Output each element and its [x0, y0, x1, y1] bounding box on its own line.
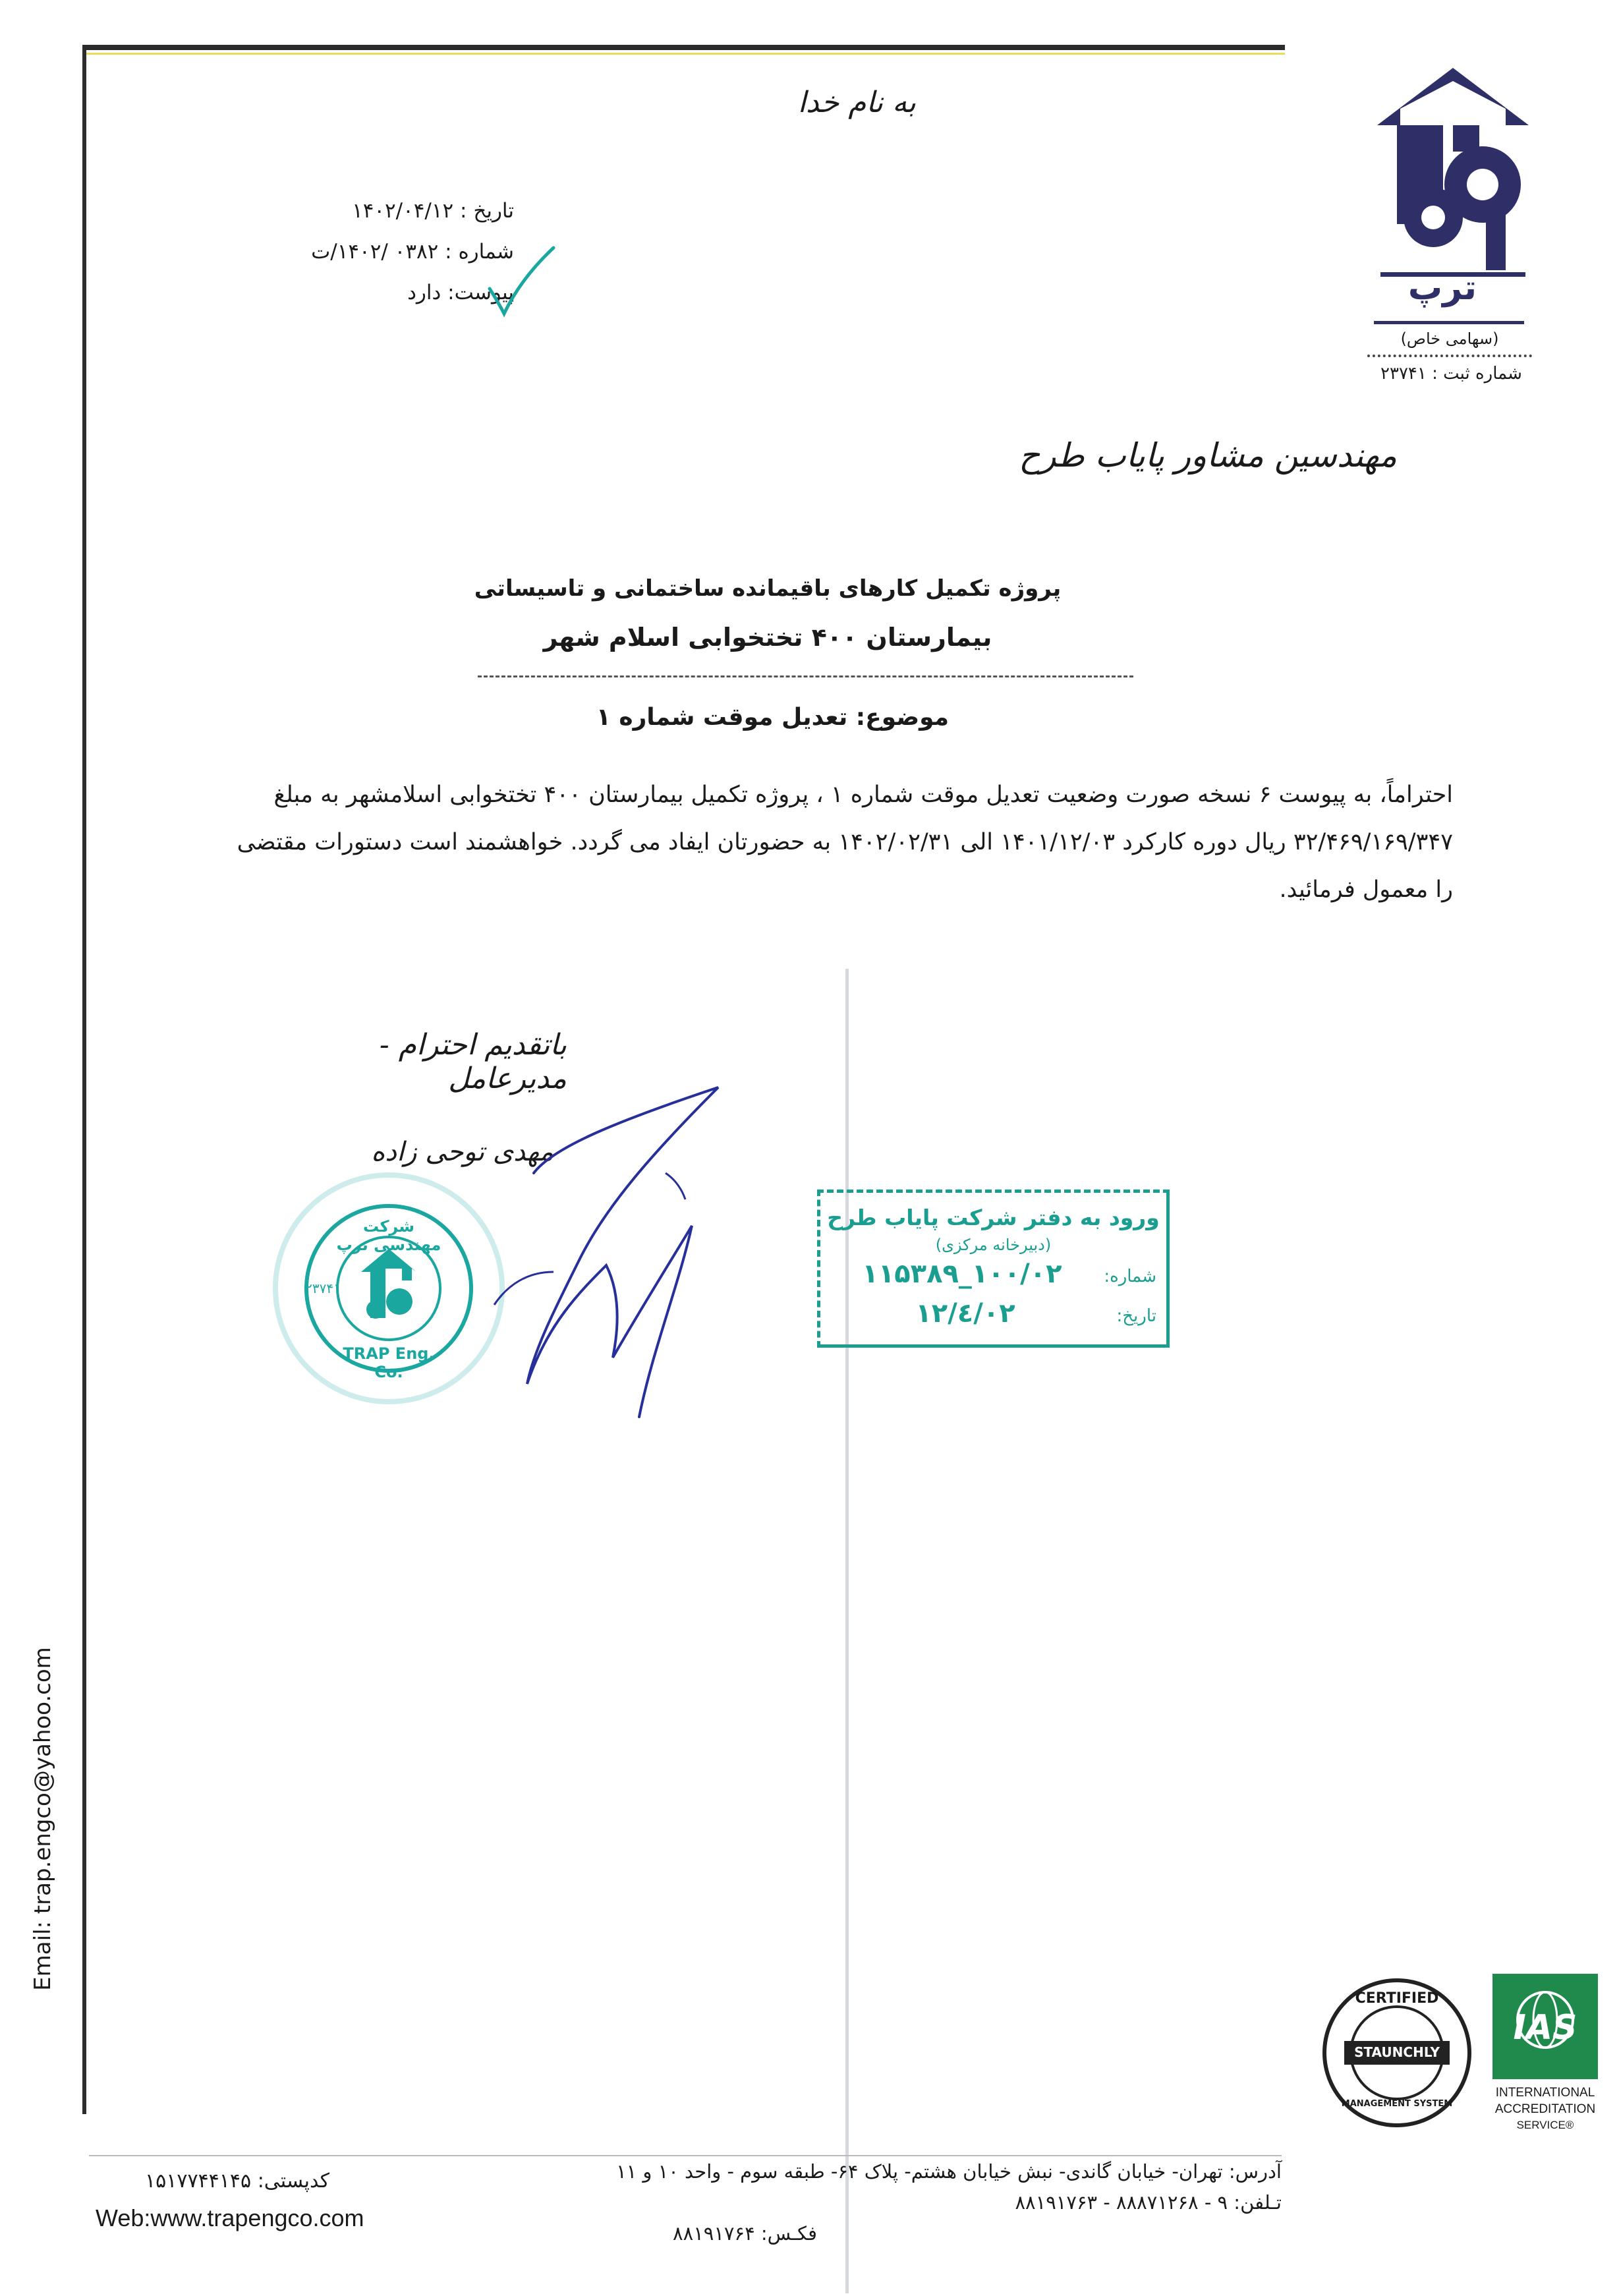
certified-top-text: CERTIFIED: [1355, 1990, 1439, 2007]
meta-date-value: ۱۴۰۲/۰۴/۱۲: [352, 199, 454, 223]
footer-separator: [89, 2155, 1282, 2156]
bismillah: به نام خدا: [797, 86, 916, 119]
project-line-1: پروژه تکمیل کارهای باقیمانده ساختمانی و تاسیساتی: [474, 575, 1062, 602]
body-line-2: ۳۲/۴۶۹/۱۶۹/۳۴۷ ریال دوره کارکرد ۱۴۰۱/۱۲/۰۳ الی ۱۴۰۲/۰۲/۳۱ به حضورتان ایفاد می گردد. خواهشمند است دستورات مقتضی: [237, 829, 1453, 855]
ias-line-3: SERVICE®: [1516, 2119, 1574, 2131]
receipt-stamp-number-value: ۱۰۰/۰۲_۱۱۵۳۸۹: [862, 1259, 1062, 1289]
meta-number-label: شماره :: [445, 240, 514, 264]
receipt-stamp-subtitle: (دبیرخانه مرکزی): [935, 1236, 1052, 1254]
project-line-2: بیمارستان ۴۰۰ تختخوابی اسلام شهر: [543, 623, 992, 652]
ias-badge: [1489, 1974, 1601, 2138]
footer-email: Email: trap.engco@yahoo.com: [30, 1647, 56, 1991]
ias-line-1: INTERNATIONAL: [1495, 2086, 1595, 2100]
meta-number: [270, 239, 514, 265]
meta-date-label: تاریخ :: [460, 199, 514, 223]
header-frame-line: [82, 45, 1285, 50]
company-name: ترپ: [1407, 268, 1477, 308]
company-logo: [1361, 63, 1545, 339]
footer-postal-value: ۱۵۱۷۷۴۴۱۴۵: [145, 2169, 252, 2193]
footer-postal-label: کدپستی:: [257, 2169, 329, 2193]
company-registration: شماره ثبت : ۲۳۷۴۱: [1380, 364, 1522, 384]
recipient: مهندسین مشاور پایاب طرح: [1019, 436, 1397, 474]
meta-attachment-label: پیوست:: [447, 281, 514, 304]
receipt-stamp-number-label: شماره:: [1104, 1267, 1156, 1286]
ias-line-2: ACCREDITATION: [1494, 2102, 1596, 2116]
scan-crease: [845, 969, 849, 2293]
closing: باتقدیم احترام - مدیرعامل: [379, 1028, 567, 1095]
signature-icon: [455, 1074, 751, 1470]
meta-number-value: ۰۳۸۲ /۱۴۰۲/ت: [311, 240, 439, 264]
company-type: (سهامی خاص): [1400, 330, 1499, 348]
certified-center-text: STAUNCHLY: [1354, 2044, 1440, 2060]
ias-logo-box: [1492, 1974, 1598, 2079]
company-name-rule: [1374, 321, 1524, 324]
receipt-stamp-title: ورود به دفتر شرکت پایاب طرح: [827, 1205, 1160, 1230]
company-seal-reg: ۲۳۷۴۱: [305, 1280, 341, 1296]
header-frame-side: [82, 45, 86, 2114]
body-line-3: را معمول فرمائید.: [1279, 876, 1453, 903]
certified-bottom-text: MANAGEMENT SYSTEM: [1341, 2099, 1453, 2109]
footer-address: آدرس: تهران- خیابان گاندی- نبش خیابان هشتم- پلاک ۶۴- طبقه سوم - واحد ۱۰ و ۱۱: [616, 2160, 1282, 2183]
signer-name: مهدی توحی زاده: [371, 1137, 554, 1167]
title-separator: [478, 675, 1133, 677]
header-frame-accent: [82, 53, 1285, 55]
footer-postal: [92, 2169, 329, 2193]
footer-fax: فکـس: ۸۸۱۹۱۷۶۴: [673, 2222, 817, 2245]
footer-web: Web:www.trapengco.com: [96, 2204, 364, 2231]
company-seal-text-fa: شرکت مهندسی ترپ: [336, 1217, 441, 1254]
receipt-stamp: [817, 1190, 1170, 1348]
company-type-dots: [1367, 355, 1532, 357]
subject: موضوع: تعدیل موقت شماره ۱: [596, 704, 949, 731]
company-seal-text-en: TRAP Eng. Co.: [343, 1344, 435, 1381]
receipt-stamp-date-value: ۰۲/٤/۱۲: [915, 1298, 1015, 1329]
ias-logo-text: IAS: [1513, 2008, 1577, 2048]
receipt-stamp-date-label: تاریخ:: [1116, 1306, 1156, 1326]
trap-logo-icon: [1361, 63, 1545, 280]
footer-phone: تـلفن: ۹ - ۸۸۸۷۱۲۶۸ - ۸۸۱۹۱۷۶۳: [1015, 2191, 1282, 2214]
meta-date: [270, 198, 514, 224]
meta-attachment-value: دارد: [407, 281, 441, 304]
body-text: [175, 771, 1453, 913]
checkmark-icon: [484, 243, 557, 318]
body-line-1: احتراماً، به پیوست ۶ نسخه صورت وضعیت تعدیل موقت شماره ۱ ، پروژه تکمیل بیمارستان ۴۰۰ تختخوابی اسلامشهر به مبلغ: [273, 782, 1453, 808]
certified-badge: [1321, 1977, 1473, 2129]
